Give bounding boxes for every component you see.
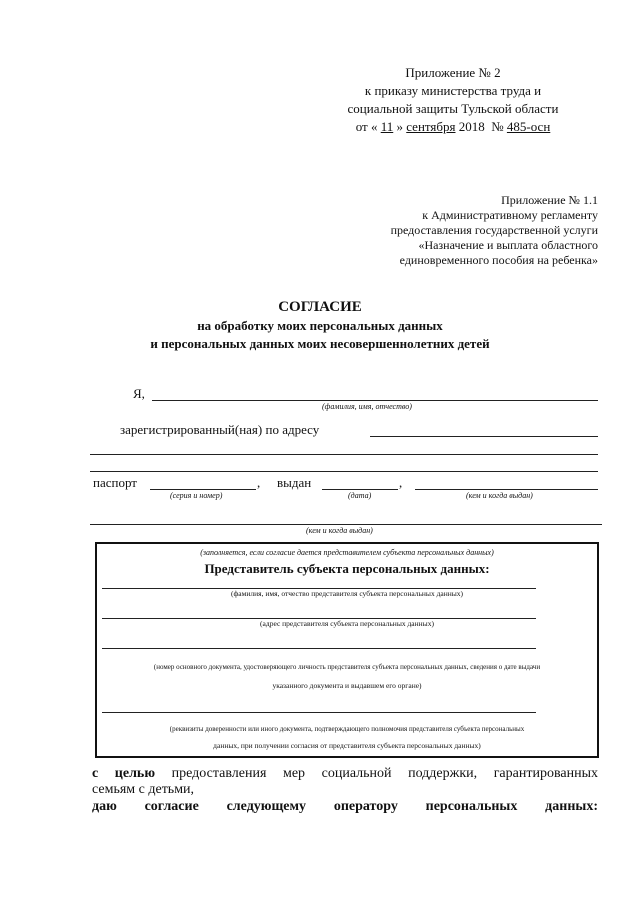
appendix-line: «Назначение и выплата областного [418,238,598,252]
appendix-line: предоставления государственной услуги [390,223,598,237]
issued-by-caption-2: (кем и когда выдан) [306,526,373,535]
purpose-row-3 [92,798,598,816]
title-main: СОГЛАСИЕ [278,299,362,315]
consent-word: персональных [425,799,518,814]
consent-word: даю [92,799,117,814]
address-field-3[interactable] [90,471,598,472]
representative-doc-caption-2: указанного документа и выдавшем его органе) [272,681,422,690]
number-prefix: № [491,119,504,134]
consent-word: данных: [545,799,598,814]
passport-series-field[interactable] [150,489,256,490]
title-sub2: и персональных данных моих несовершеннолетних детей [150,336,490,351]
purpose-word: мер [282,766,306,781]
purpose-row-2: семьям с детьми, [92,782,195,797]
address-field-1[interactable] [370,436,598,437]
document-title [100,298,540,353]
series-caption: (серия и номер) [170,491,223,500]
order-day: 11 [380,119,394,134]
appendix-line: единовременного пособия на ребенка» [399,253,598,267]
purpose-word: социальной [321,766,392,781]
order-header [318,64,588,136]
representative-doc-field[interactable] [102,648,536,649]
registered-label: зарегистрированный(ная) по адресу [120,422,320,437]
i-label: Я, [133,386,145,401]
representative-heading: Представитель субъекта персональных данных: [204,561,490,576]
issued-by-field-2[interactable] [90,524,602,525]
order-number: 485-осн [506,119,551,134]
passport-comma: , [257,475,261,490]
representative-fio-caption: (фамилия, имя, отчество представителя субъекта персональных данных) [230,589,464,598]
date-caption: (дата) [348,491,372,500]
purpose-word: гарантированных [493,766,598,781]
order-month: сентября [406,119,456,134]
purpose-word: целью [114,766,156,781]
representative-address-caption: (адрес представителя субъекта персональных данных) [260,619,434,628]
issued-by-caption-1: (кем и когда выдан) [466,491,533,500]
appendix-line: к Административному регламенту [422,208,598,222]
appendix-header [330,193,598,268]
representative-proxy-caption-1: (реквизиты доверенности или иного документа, подтверждающего полномочия представителя субъекта персональных [169,725,525,733]
date-mid: » [396,119,403,134]
appendix-line: Приложение № 1.1 [501,193,598,207]
order-header-date-line [318,118,588,136]
issued-by-field-1[interactable] [415,489,598,490]
date-prefix: от « [355,119,378,134]
order-header-line2: к приказу министерства труда и [364,83,542,98]
order-year: 2018 [458,119,485,134]
address-field-2[interactable] [90,454,598,455]
consent-word: оператору [333,799,398,814]
date-comma: , [399,475,403,490]
purpose-word: поддержки, [408,766,478,781]
representative-doc-caption-1: (номер основного документа, удостоверяющего личность представителя субъекта персональных данных, сведения о дате выдачи [153,663,541,671]
representative-proxy-field[interactable] [102,712,536,713]
consent-word: согласие [144,799,199,814]
fio-field[interactable] [152,400,598,401]
order-header-line1: Приложение № 2 [405,65,501,80]
passport-label: паспорт [93,475,137,490]
representative-note: (заполняется, если согласие дается представителем субъекта персональных данных) [200,548,494,557]
issue-date-field[interactable] [322,489,398,490]
title-sub1: на обработку моих персональных данных [197,318,443,333]
purpose-word: предоставления [171,766,267,781]
order-header-line3: социальной защиты Тульской области [347,101,559,116]
consent-word: следующему [226,799,307,814]
fio-caption: (фамилия, имя, отчество) [322,402,412,411]
purpose-word: с [92,766,99,781]
issued-label: выдан [277,475,312,490]
representative-proxy-caption-2: данных, при получении согласия от представителя субъекта персональных данных) [213,741,481,750]
